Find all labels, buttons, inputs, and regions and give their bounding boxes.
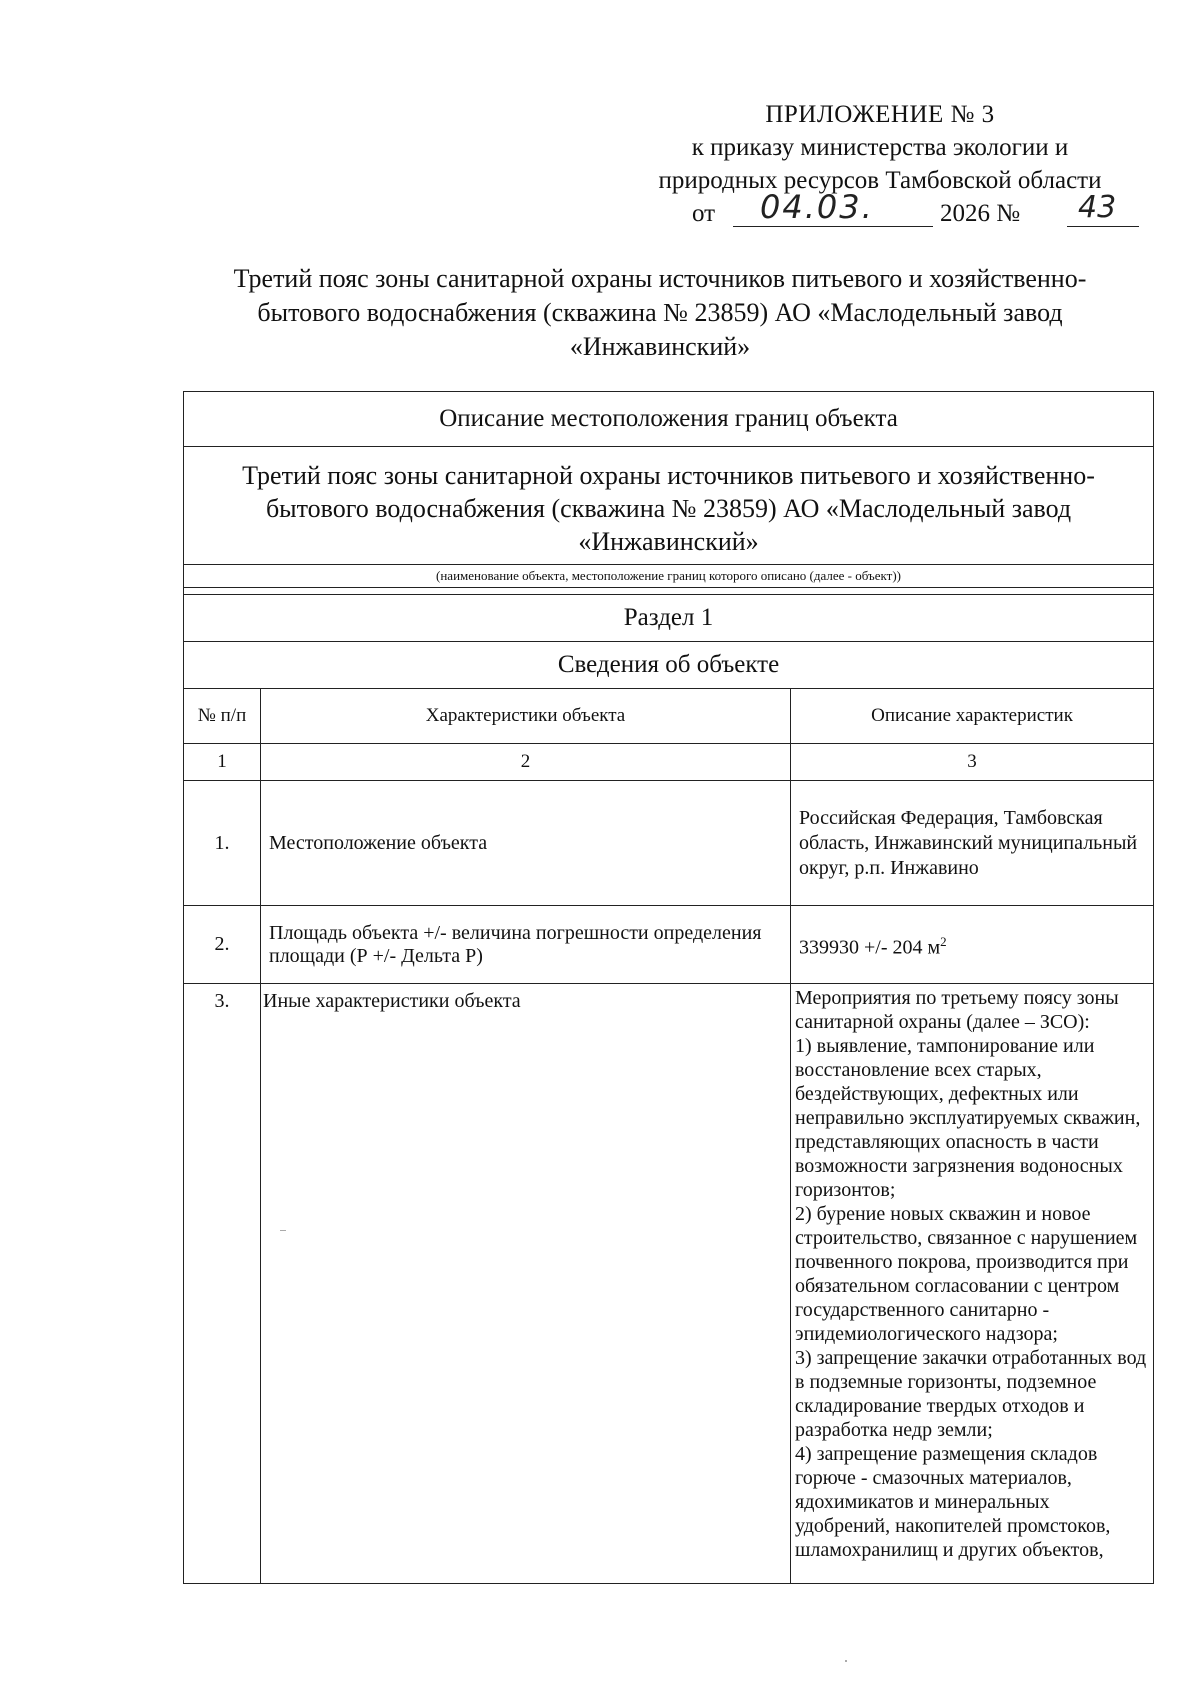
- column-number-row: [184, 744, 1154, 781]
- column-header-row: [184, 689, 1154, 744]
- order-year-label: 2026 №: [940, 200, 1021, 227]
- column-header: № п/п: [184, 689, 261, 744]
- table-row: [184, 906, 1154, 984]
- table-row: [184, 984, 1154, 1584]
- row-characteristic: Иные характеристики объекта: [261, 984, 791, 1584]
- row-description: Российская Федерация, Тамбовская область, Инжавинский муниципальный округ, р.п. Инжавино: [791, 781, 1154, 906]
- object-name-note: (наименование объекта, местоположение границ которого описано (далее - объект)): [184, 565, 1154, 588]
- row-description: Мероприятия по третьему поясу зоны санитарной охраны (далее – ЗСО): 1) выявление, тампонирование или восстановление всех старых, бездействующих, дефектных или неправильно эксплуатируемых скважин, представляющих опасность в части возможности загрязнения водоносных горизонтов; 2) бурение новых скважин и новое строительство, связанное с нарушением почвенного покрова, производится при обязательном согласовании с центром государственного санитарно - эпидемиологического надзора; 3) запрещение закачки отработанных вод в подземные горизонты, подземное складирование твердых отходов и разработка недр земли; 4) запрещение размещения складов горюче - смазочных материалов, ядохимикатов и минеральных удобрений, накопителей промстоков, шламохранилищ и других объектов,: [791, 984, 1154, 1584]
- order-date-line: [620, 188, 1140, 233]
- razdel-row: [184, 595, 1154, 642]
- row-description: [791, 906, 1154, 984]
- column-number: 3: [791, 744, 1154, 781]
- scan-speck: [845, 1660, 847, 1662]
- object-name-row: [184, 447, 1154, 565]
- section-number: Раздел 1: [184, 595, 1154, 642]
- row-number: 3.: [184, 984, 261, 1584]
- area-unit-superscript: 2: [940, 933, 947, 949]
- handwritten-order-number: 43: [1078, 190, 1117, 225]
- appendix-line-2: природных ресурсов Тамбовской области: [658, 167, 1102, 194]
- number-underline: [1067, 226, 1139, 227]
- appendix-line-1: к приказу министерства экологии и: [691, 134, 1069, 161]
- row-characteristic: Площадь объекта +/- величина погрешности определения площади (Р +/- Дельта Р): [261, 906, 791, 984]
- appendix-header: [620, 98, 1140, 233]
- object-name-note-row: [184, 565, 1154, 588]
- section-heading: Описание местоположения границ объекта: [184, 392, 1154, 447]
- row-characteristic: Местоположение объекта: [261, 781, 791, 906]
- object-description-table: [183, 391, 1154, 1584]
- section-heading-row: [184, 392, 1154, 447]
- table-gap: [184, 588, 1154, 595]
- document-title: Третий пояс зоны санитарной охраны источников питьевого и хозяйственно-бытового водоснабжения (скважина № 23859) АО «Маслодельный завод «Инжавинский»: [233, 264, 1087, 361]
- row-number: 2.: [184, 906, 261, 984]
- area-value: 339930 +/- 204 м: [799, 936, 941, 959]
- row-number: 1.: [184, 781, 261, 906]
- table-row: [184, 781, 1154, 906]
- object-name: Третий пояс зоны санитарной охраны источников питьевого и хозяйственно-бытового водоснабжения (скважина № 23859) АО «Маслодельный завод «Инжавинский»: [184, 447, 1154, 565]
- section-title: Сведения об объекте: [184, 642, 1154, 689]
- gap-row: [184, 588, 1154, 595]
- column-header: Описание характеристик: [791, 689, 1154, 744]
- date-prefix: от: [692, 200, 716, 227]
- column-number: 1: [184, 744, 261, 781]
- column-number: 2: [261, 744, 791, 781]
- appendix-title: ПРИЛОЖЕНИЕ № 3: [765, 101, 995, 128]
- handwritten-date: 04.03.: [760, 188, 874, 226]
- date-underline: [733, 226, 933, 227]
- razdel-title-row: [184, 642, 1154, 689]
- scan-speck: [280, 1230, 286, 1231]
- column-header: Характеристики объекта: [261, 689, 791, 744]
